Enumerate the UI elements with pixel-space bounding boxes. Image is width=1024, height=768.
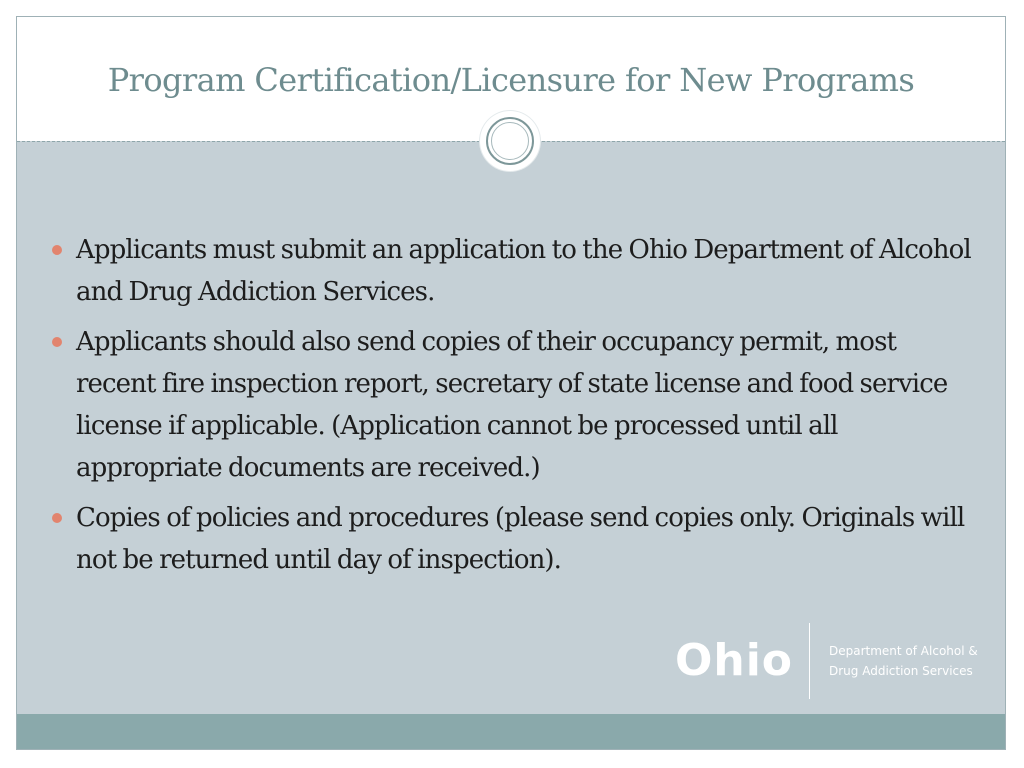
bullet-text: Applicants must submit an application to the Ohio Department of Alcohol and Drug Addiction Services. xyxy=(76,235,971,307)
ohio-logo-word: Ohio xyxy=(675,635,794,686)
slide-body xyxy=(49,229,979,589)
logo-department-line-2: Drug Addiction Services xyxy=(829,664,973,678)
footer-bar xyxy=(17,714,1005,749)
bullet-item xyxy=(49,229,979,313)
bullet-text: Applicants should also send copies of their occupancy permit, most recent fire inspection report, secretary of state license and food service license if applicable. (Application cannot be processed until all appropriate documents are received.) xyxy=(76,327,948,483)
slide-title: Program Certification/Licensure for New Programs xyxy=(107,61,915,99)
ohio-department-logo xyxy=(673,621,1006,701)
bullet-list xyxy=(49,229,979,581)
bullet-dot-icon xyxy=(52,337,62,347)
logo-department-name xyxy=(829,641,1006,681)
bullet-dot-icon xyxy=(52,513,62,523)
logo-divider xyxy=(809,623,810,699)
slide xyxy=(16,16,1006,750)
bullet-dot-icon xyxy=(52,245,62,255)
circle-ornament-icon xyxy=(480,111,540,171)
logo-department-line-1: Department of Alcohol & xyxy=(829,644,978,658)
bullet-item xyxy=(49,321,979,489)
bullet-text: Copies of policies and procedures (please send copies only. Originals will not be returned until day of inspection). xyxy=(76,503,965,575)
bullet-item xyxy=(49,497,979,581)
